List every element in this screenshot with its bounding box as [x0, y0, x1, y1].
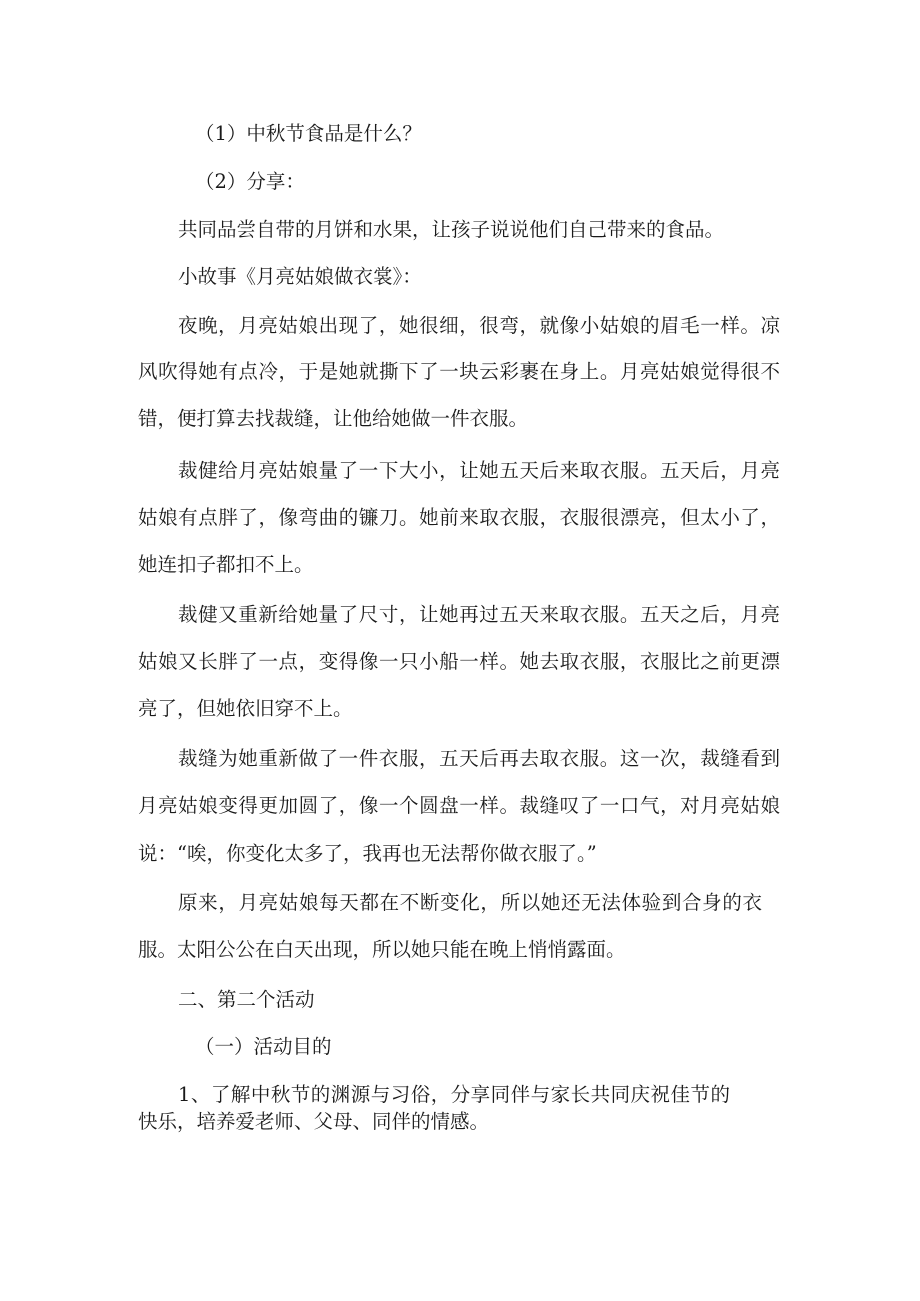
question-2: （2）分享：	[195, 170, 305, 193]
story-p3-line1: 裁健又重新给她量了尺寸，让她再过五天来取衣服。五天之后，月亮	[178, 603, 780, 626]
story-p1-line3: 错，便打算去找裁缝，让他给她做一件衣服。	[138, 407, 529, 430]
share-paragraph: 共同品尝自带的月饼和水果，让孩子说说他们自己带来的食品。	[178, 218, 725, 241]
question-1: （1）中秋节食品是什么？	[195, 122, 422, 145]
story-title: 小故事《月亮姑娘做衣裳》：	[178, 265, 422, 288]
story-p4-line1: 裁缝为她重新做了一件衣服，五天后再去取衣服。这一次，裁缝看到	[178, 747, 780, 770]
story-p4-line3: 说：“唉，你变化太多了，我再也无法帮你做衣服了。”	[138, 842, 597, 865]
story-p5-line2: 服。太阳公公在白天出现，所以她只能在晚上悄悄露面。	[138, 938, 626, 961]
story-p4-line2: 月亮姑娘变得更加圆了，像一个圆盘一样。裁缝叹了一口气，对月亮姑娘	[138, 794, 780, 817]
story-p1-line2: 风吹得她有点冷，于是她就撕下了一块云彩裹在身上。月亮姑娘觉得很不	[138, 360, 780, 383]
story-p2-line1: 裁健给月亮姑娘量了一下大小，让她五天后来取衣服。五天后，月亮	[178, 459, 780, 482]
goal-heading: （一）活动目的	[195, 1035, 332, 1058]
story-p3-line3: 亮了，但她依旧穿不上。	[138, 697, 353, 720]
story-p2-line2: 姑娘有点胖了，像弯曲的镰刀。她前来取衣服，衣服很漂亮，但太小了，	[138, 506, 780, 529]
story-p3-line2: 姑娘又长胖了一点，变得像一只小船一样。她去取衣服，衣服比之前更漂	[138, 650, 780, 673]
story-p1-line1: 夜晚，月亮姑娘出现了，她很细，很弯，就像小姑娘的眉毛一样。凉	[178, 314, 780, 337]
goal-1-line1: 1、了解中秋节的渊源与习俗，分享同伴与家长共同庆祝佳节的	[178, 1083, 730, 1106]
story-p5-line1: 原来，月亮姑娘每天都在不断变化，所以她还无法体验到合身的衣	[178, 891, 762, 914]
story-p2-line3: 她连扣子都扣不上。	[138, 553, 314, 576]
goal-1-line2: 快乐，培养爱老师、父母、同伴的情感。	[138, 1110, 490, 1133]
section-2-heading: 二、第二个活动	[178, 988, 315, 1011]
